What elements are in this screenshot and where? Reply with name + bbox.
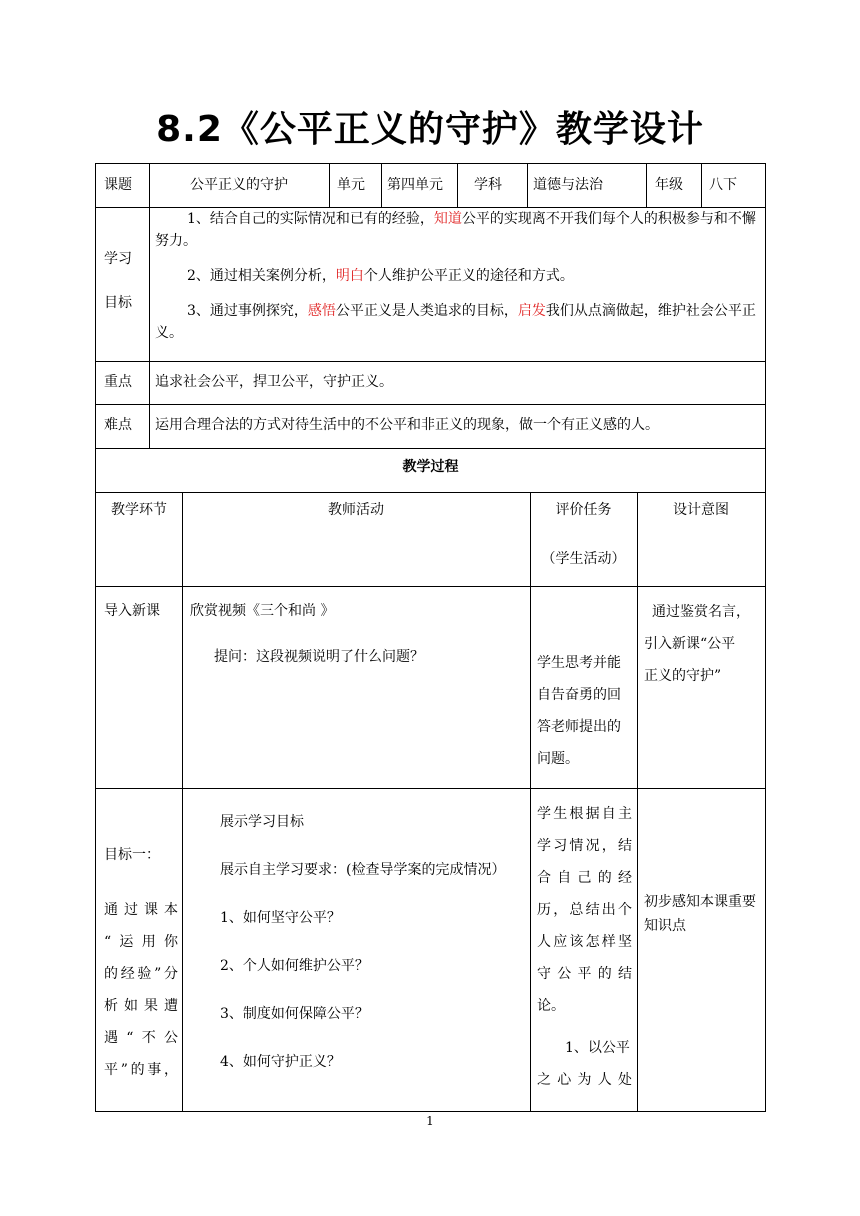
row1-student [537, 647, 621, 775]
course-label: 课题 [104, 177, 132, 193]
row2-stage-line: 遇“不公 [104, 1030, 178, 1046]
grade-label: 年级 [655, 177, 683, 193]
row2-stage-body [104, 894, 178, 1086]
row2-student [537, 798, 632, 1096]
row2-stage-line: “运用你 [104, 934, 178, 950]
key-point-label: 重点 [104, 374, 132, 390]
subject-label: 学科 [474, 177, 502, 193]
row2-teacher-line: 4、如何守护正义？ [220, 1054, 341, 1070]
goal-1: 1、结合自己的实际情况和已有的经验，知道公平的实现离不开我们每个人的积极参与和不懈努力。 [155, 211, 756, 249]
row1-teacher-2: 提问：这段视频说明了什么问题？ [214, 649, 424, 665]
goal-3: 3、通过事例探究，感悟公平正义是人类追求的目标，启发我们从点滴做起，维护社会公平正义。 [155, 303, 756, 341]
row2-student-line: 1、以公平 [565, 1040, 630, 1056]
unit-label: 单元 [337, 177, 365, 193]
row2-teacher-line: 1、如何坚守公平？ [220, 910, 341, 926]
col-eval: 评价任务 [555, 502, 612, 518]
row1-student-line: 自告奋勇的回 [537, 687, 621, 703]
goals-label-2: 目标 [104, 295, 132, 311]
row2-student-line: 之心为人处 [537, 1072, 632, 1088]
row2-stage [104, 844, 178, 1086]
row2-stage-line: 的经验”分 [104, 966, 178, 982]
process-title: 教学过程 [402, 459, 459, 475]
row1-intent-line: 正义的守护” [644, 668, 722, 684]
row1-student-line: 学生思考并能 [537, 655, 621, 671]
row1-intent-line: 通过鉴赏名言， [652, 604, 750, 620]
row1-intent [644, 596, 750, 692]
row2-student-line: 论。 [537, 998, 565, 1014]
row2-student-line: 人应该怎样坚 [537, 934, 632, 950]
lesson-plan-table [95, 163, 766, 1112]
row2-stage-line: 平”的事， [104, 1062, 178, 1078]
row2-stage-line: 析如果遭 [104, 998, 178, 1014]
subject-value: 道德与法治 [533, 177, 603, 193]
row1-teacher-1: 欣赏视频《三个和尚 》 [190, 603, 335, 619]
difficulty-text: 运用合理合法的方式对待生活中的不公平和非正义的现象，做一个有正义感的人。 [155, 417, 659, 433]
goals-content [155, 208, 761, 344]
row2-student-line: 学生根据自主 [537, 806, 632, 822]
row1-stage: 导入新课 [104, 603, 160, 619]
document-title: 8.2《公平正义的守护》教学设计 [156, 109, 704, 150]
row2-stage-line: 目标一： [104, 847, 160, 863]
key-point-text: 追求社会公平，捍卫公平，守护正义。 [155, 374, 393, 390]
row2-student-line: 历，总结出个 [537, 902, 632, 918]
course-value: 公平正义的守护 [190, 177, 288, 193]
goals-label-1: 学习 [104, 251, 132, 267]
col-intent: 设计意图 [673, 502, 729, 518]
row1-intent-line: 引入新课“公平 [644, 636, 736, 652]
row2-stage-line: 通过课本 [104, 902, 178, 918]
row2-intent: 初步感知本课重要知识点 [644, 894, 756, 934]
difficulty-label: 难点 [104, 417, 132, 433]
row1-student-line: 问题。 [537, 751, 579, 767]
row2-teacher-line: 2、个人如何维护公平？ [220, 958, 369, 974]
page-number: 1 [426, 1114, 434, 1128]
unit-value: 第四单元 [387, 177, 443, 193]
row1-student-line: 答老师提出的 [537, 719, 621, 735]
row2-teacher-line: 展示自主学习要求：(检查导学案的完成情况） [220, 862, 506, 878]
row2-student-line: 守公平的结 [537, 966, 632, 982]
grade-value: 八下 [709, 177, 737, 193]
col-eval-sub: （学生活动） [541, 551, 626, 567]
col-teacher: 教师活动 [328, 502, 384, 518]
row2-student-line: 合自己的经 [537, 870, 632, 886]
row2-teacher [220, 798, 505, 1086]
row2-teacher-line: 展示学习目标 [220, 814, 304, 830]
goal-2: 2、通过相关案例分析，明白个人维护公平正义的途径和方式。 [187, 268, 574, 284]
row2-teacher-line: 3、制度如何保障公平？ [220, 1006, 369, 1022]
row2-student-line: 学习情况，结 [537, 838, 632, 854]
col-stage: 教学环节 [111, 502, 167, 518]
